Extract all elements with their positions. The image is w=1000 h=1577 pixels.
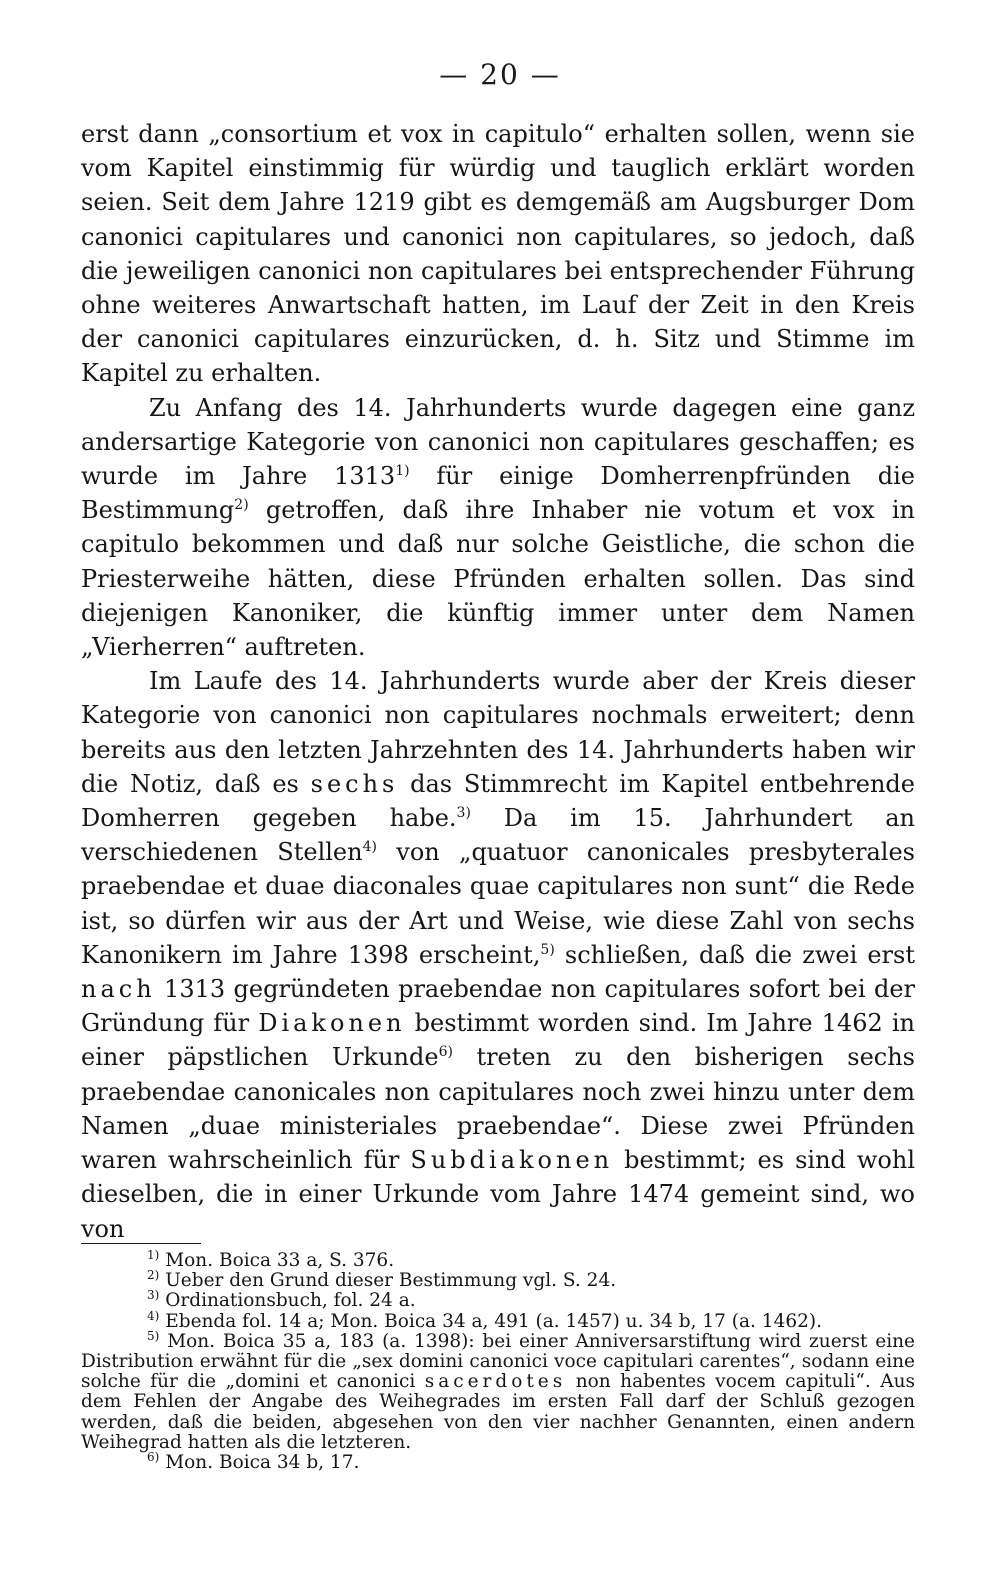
- text-run: Im Laufe des 14. Jahrhunderts wurde aber der Kreis dieser Kategorie von canonici non capitulares nochmals erweitert; denn bereits aus den letzten Jahrzehnten des 14. Jahrhunderts haben wir die Notiz, daß es: [81, 667, 915, 798]
- text-run: bestimmt worden sind. Im Jahre 1462 in einer päpstlichen Urkunde: [81, 1009, 915, 1072]
- paragraph-2: [81, 391, 915, 665]
- footnote-ref-5[interactable]: 5): [540, 941, 555, 958]
- text-run: das Stimmrecht im Kapitel entbehrende Domherren gegeben habe.: [81, 769, 915, 833]
- text-run: bestimmt; es sind wohl dieselben, die in einer Urkunde vom Jahre 1474 gemeint sind, wo von: [81, 1146, 916, 1243]
- footnote-text: Mon. Boica 33 a, S. 376.: [165, 1250, 395, 1271]
- text-run: getroffen, daß ihre Inhaber nie votum et vox in capitulo bekommen und daß nur solche Geistliche, die schon die Priesterweihe hätten, diese Pfründen erhalten sollen. Das sind diejenigen Kanoniker, die künftig immer unter dem Namen „Vierherren“ auftreten.: [81, 496, 915, 662]
- footnote-ref-3[interactable]: 3): [456, 805, 471, 822]
- footnote-6: [81, 1449, 915, 1474]
- emphasis-spaced: Diakonen: [258, 1009, 406, 1038]
- footnote-ref-2[interactable]: 2): [234, 497, 249, 514]
- footnote-ref-6[interactable]: 6): [438, 1044, 453, 1061]
- emphasis-spaced: sacerdotes: [424, 1371, 567, 1393]
- text-run: schließen, daß die zwei erst: [554, 940, 915, 969]
- footnote-number: 5): [147, 1328, 160, 1343]
- footnote-ref-4[interactable]: 4): [362, 839, 377, 856]
- text-run: treten zu den bisherigen sechs praebendae canonicales non capitulares noch zwei hinzu unter dem Namen „duae ministeriales praebendae“. Diese zwei Pfründen waren wahrscheinlich für: [81, 1043, 915, 1175]
- emphasis-spaced: nach: [81, 975, 156, 1004]
- footnote-text: Mon. Boica 34 b, 17.: [165, 1452, 360, 1474]
- footnote-number: 3): [147, 1288, 160, 1303]
- footnote-number: 4): [147, 1308, 160, 1323]
- footnote-text: Ueber den Grund dieser Bestimmung vgl. S. 24.: [165, 1270, 617, 1292]
- footnote-number: 1): [147, 1247, 160, 1262]
- footnote-1: [81, 1247, 915, 1271]
- footnote-2: [81, 1268, 915, 1292]
- text-run: erst dann „consortium et vox in capitulo“ erhalten sollen, wenn sie vom Kapitel einstimmig für würdig und tauglich erklärt worden seien. Seit dem Jahre 1219 gibt es demgemäß am Augsburger Dom canonici capitulares und canonici non capitulares, so jedoch, daß die jeweiligen canonici non capitulares bei entsprechender Führung ohne weiteres Anwartschaft hatten, im Lauf der Zeit in den Kreis der canonici capitulares einzurücken, d. h. Sitz und Stimme im Kapitel zu erhalten.: [81, 120, 915, 388]
- footnote-ref-1[interactable]: 1): [395, 463, 410, 480]
- paragraph-3: [81, 664, 915, 1245]
- footnote-text: non habentes vocem capituli“. Aus dem Fehlen der Angabe des Weihegrades im ersten Fall darf der Schluß gezogen werden, daß die beiden, abgesehen von den vier nachher Genannten, einen andern Weihegrad hatten als die letzteren.: [81, 1371, 915, 1453]
- main-text: [81, 117, 915, 1246]
- footnote-divider: [81, 1243, 201, 1244]
- footnote-number: 2): [147, 1268, 160, 1283]
- emphasis-spaced: Subdiakonen: [410, 1146, 614, 1175]
- footnote-4: [81, 1308, 915, 1332]
- text-run: Da im 15. Jahrhundert an verschiedenen Stellen: [81, 804, 916, 867]
- footnote-text: Mon. Boica 35 a, 183 (a. 1398): bei einer Anniversarstiftung wird zuerst eine Distribution erwähnt für die „sex domini canonici voce capitulari carentes“, sodann eine solche für die „domini et canonici: [81, 1330, 916, 1393]
- text-run: von „quatuor canonicales presbyterales praebendae et duae diaconales quae capitulares non sunt“ die Rede ist, so dürfen wir aus der Art und Weise, wie diese Zahl von sechs Kanonikern im Jahre 1398 erscheint,: [81, 838, 915, 969]
- text-run: Zu Anfang des 14. Jahrhunderts wurde dagegen eine ganz andersartige Kategorie von canonici non capitulares geschaffen; es wurde im Jahre 1313: [81, 393, 915, 491]
- text-run: 1313 gegründeten praebendae non capitulares sofort bei der Gründung für: [81, 975, 915, 1038]
- footnotes: [81, 1247, 916, 1474]
- footnote-text: Ebenda fol. 14 a; Mon. Boica 34 a, 491 (a. 1457) u. 34 b, 17 (a. 1462).: [165, 1310, 822, 1332]
- footnote-text: Ordinationsbuch, fol. 24 a.: [165, 1290, 416, 1312]
- footnote-number: 6): [147, 1449, 160, 1464]
- page-number: — 20 —: [439, 58, 561, 91]
- emphasis-spaced: sechs: [310, 769, 399, 798]
- paragraph-1: [81, 117, 915, 391]
- footnote-3: [81, 1288, 915, 1312]
- text-run: für einige Domherrenpfründen die Bestimmung: [81, 462, 915, 525]
- footnote-5: [81, 1328, 916, 1453]
